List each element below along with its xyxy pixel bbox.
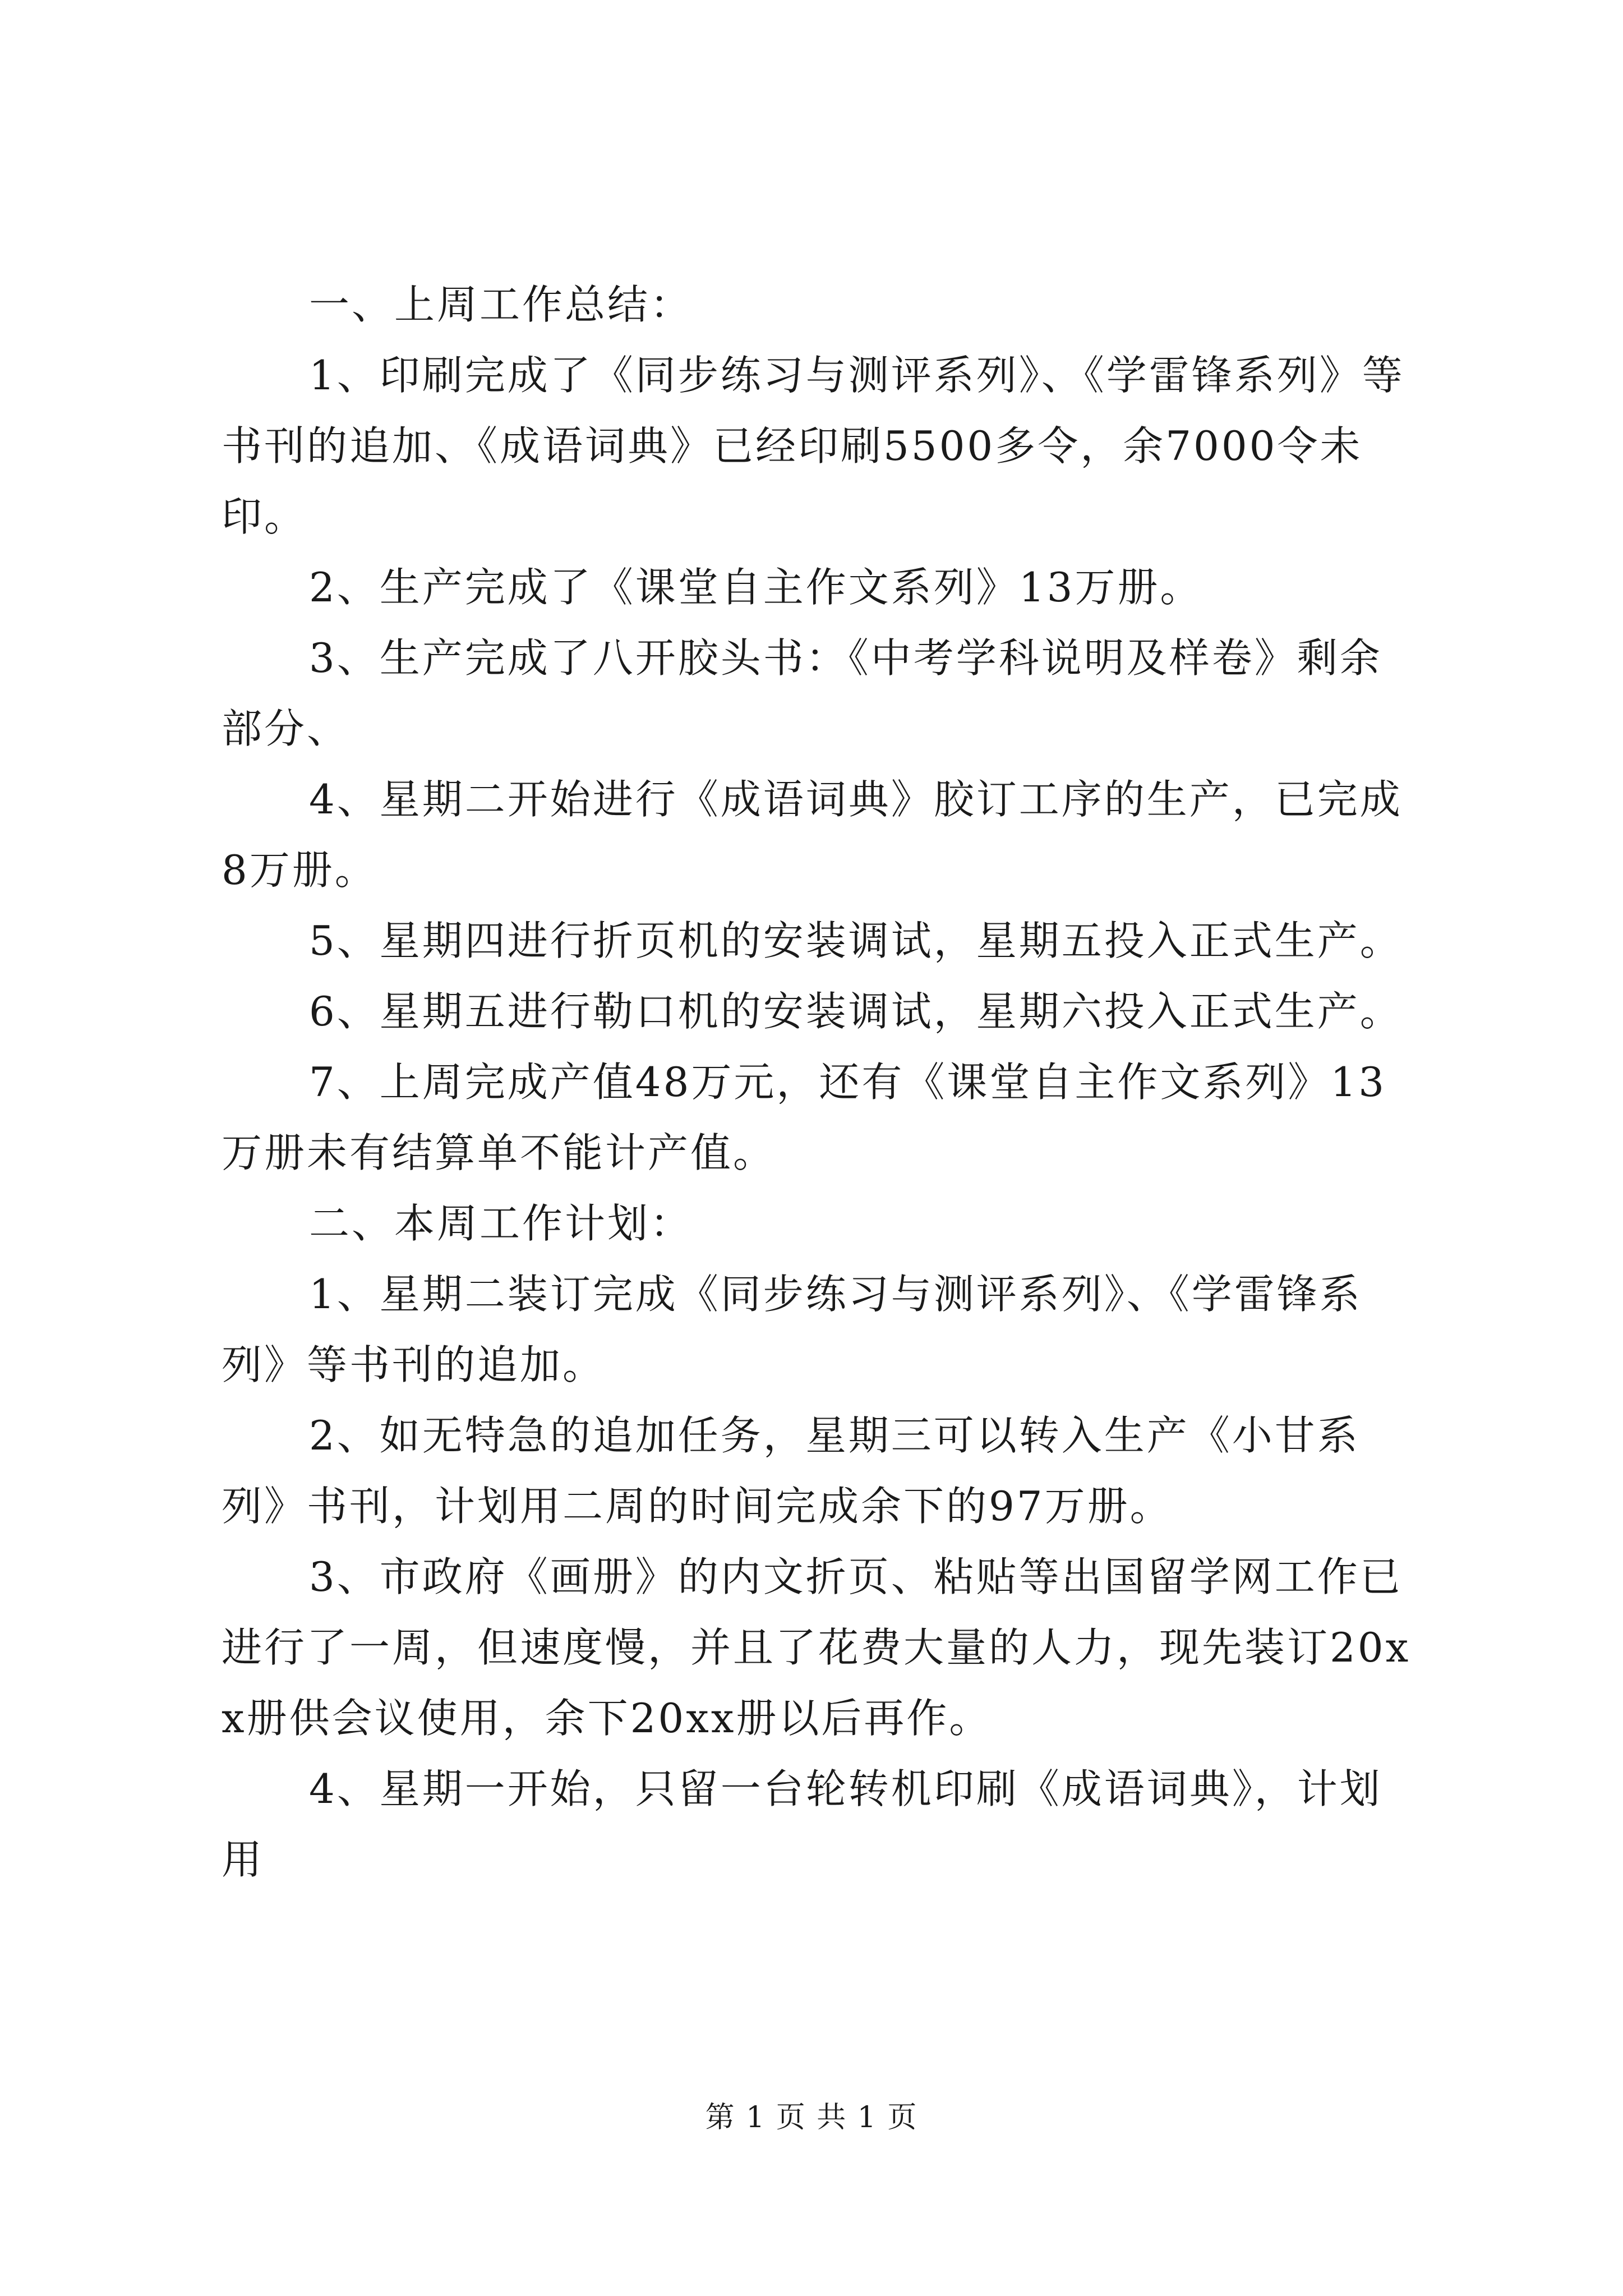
paragraph-item: 3、市政府《画册》的内文折页、粘贴等出国留学网工作已进行了一周，但速度慢，并且了花费大量的人力，现先装订20xx册供会议使用，余下20xx册以后再作。 — [222, 1553, 1411, 1742]
paragraph-item: 4、星期一开始，只留一台轮转机印刷《成语词典》，计划用 — [222, 1765, 1382, 1883]
paragraph-item: 2、生产完成了《课堂自主作文系列》13万册。 — [309, 564, 1203, 611]
paragraph-item: 1、星期二装订完成《同步练习与测评系列》、《学雷锋系列》等书刊的追加。 — [222, 1271, 1362, 1388]
paragraph-item: 3、生产完成了八开胶头书：《中考学科说明及样卷》剩余部分、 — [222, 634, 1382, 752]
paragraph-item: 7、上周完成产值48万元，还有《课堂自主作文系列》13万册未有结算单不能计产值。 — [222, 1059, 1387, 1176]
page-number-footer: 第 1 页 共 1 页 — [705, 2101, 918, 2134]
paragraph-item: 2、如无特急的追加任务，星期三可以转入生产《小甘系列》书刊，计划用二周的时间完成余下的97万册。 — [222, 1412, 1360, 1530]
document-body — [222, 269, 1422, 1895]
paragraph-item: 4、星期二开始进行《成语词典》胶订工序的生产，已完成8万册。 — [222, 776, 1403, 894]
paragraph-item: 6、星期五进行勒口机的安装调试，星期六投入正式生产。 — [309, 988, 1403, 1035]
paragraph-item: 5、星期四进行折页机的安装调试，星期五投入正式生产。 — [309, 917, 1403, 964]
paragraph-item: 1、印刷完成了《同步练习与测评系列》、《学雷锋系列》等书刊的追加、《成语词典》已经印刷5500多令，余7000令未印。 — [222, 352, 1405, 540]
section-heading-last-week: 一、上周工作总结： — [309, 281, 693, 328]
section-heading-this-week: 二、本周工作计划： — [309, 1200, 693, 1247]
